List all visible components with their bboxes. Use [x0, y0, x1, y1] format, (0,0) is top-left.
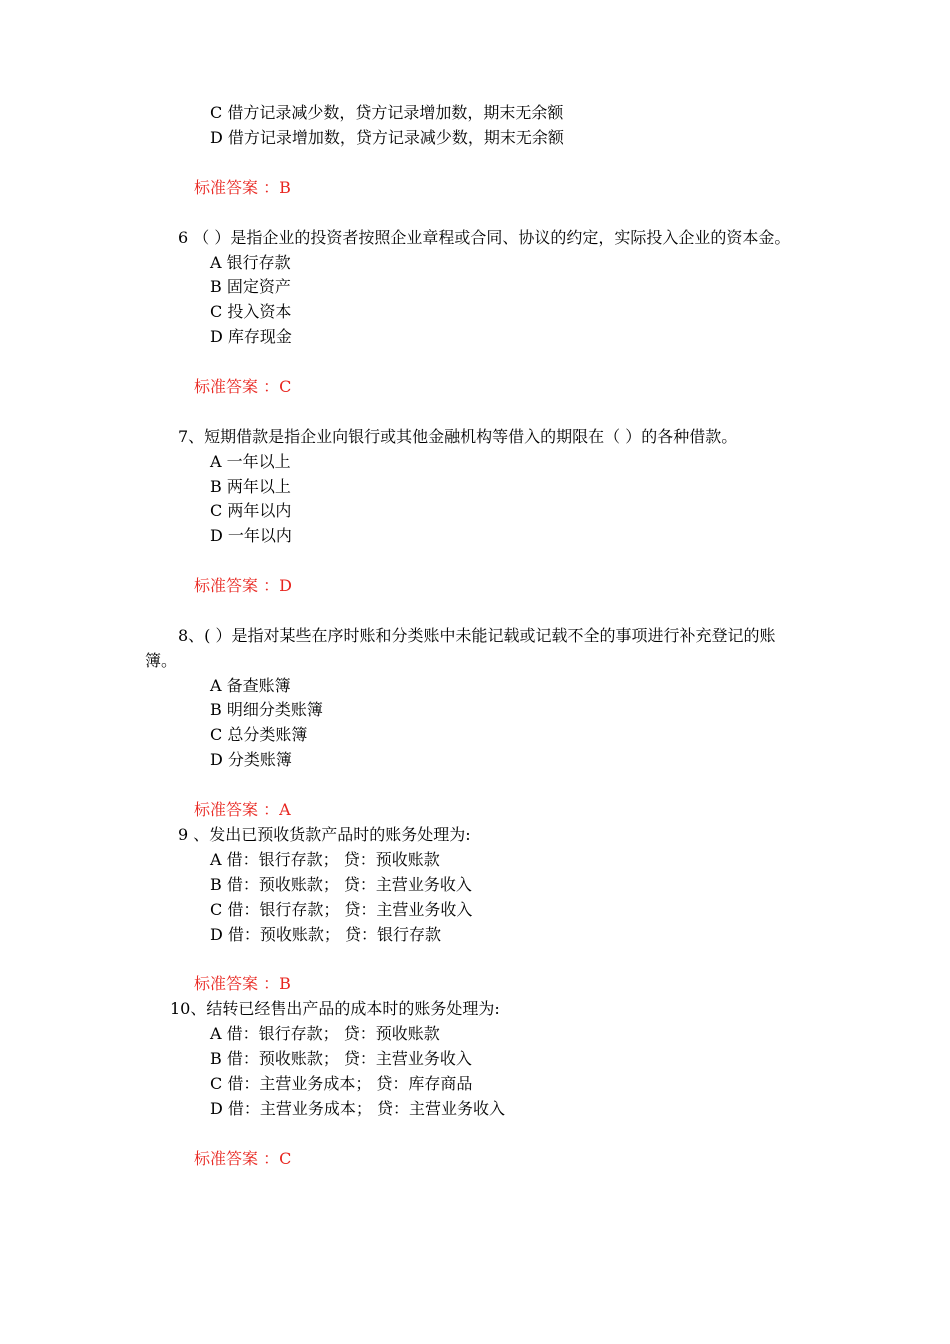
- q10-option-b: B 借：预收账款； 贷：主营业务收入: [210, 1049, 472, 1068]
- q6-option-c: C 投入资本: [210, 302, 292, 321]
- q6-answer: 标准答案 ：C: [194, 377, 292, 396]
- q10-option-c: C 借：主营业务成本； 贷：库存商品: [210, 1074, 473, 1093]
- q9-option-d: D 借：预收账款； 贷：银行存款: [210, 925, 442, 944]
- q8-stem-line1: 8、( ）是指对某些在序时账和分类账中未能记载或记载不全的事项进行补充登记的账: [178, 626, 776, 645]
- q9-stem: 9 、发出已预收货款产品时的账务处理为:: [178, 825, 471, 844]
- q8-option-d: D 分类账簿: [210, 750, 292, 769]
- q7-answer: 标准答案 ：D: [194, 576, 292, 595]
- q9-option-a: A 借：银行存款； 贷：预收账款: [210, 850, 440, 869]
- q10-answer: 标准答案 ：C: [194, 1149, 292, 1168]
- q8-answer: 标准答案 ：A: [194, 800, 291, 819]
- q6-option-a: A 银行存款: [210, 253, 291, 272]
- q8-option-c: C 总分类账簿: [210, 725, 308, 744]
- q7-option-a: A 一年以上: [210, 452, 291, 471]
- q8-stem-line2: 簿。: [145, 651, 178, 670]
- q7-option-c: C 两年以内: [210, 501, 292, 520]
- q7-option-d: D 一年以内: [210, 526, 292, 545]
- q5-option-d: D 借方记录增加数，贷方记录减少数，期末无余额: [210, 128, 564, 147]
- q6-option-b: B 固定资产: [210, 277, 291, 296]
- q10-stem: 10、结转已经售出产品的成本时的账务处理为:: [170, 999, 500, 1018]
- q8-option-a: A 备查账簿: [210, 676, 291, 695]
- q9-option-c: C 借：银行存款； 贷：主营业务收入: [210, 900, 473, 919]
- q5-answer: 标准答案 ：B: [194, 178, 291, 197]
- q8-option-b: B 明细分类账簿: [210, 700, 323, 719]
- q7-stem: 7、短期借款是指企业向银行或其他金融机构等借入的期限在（ ）的各种借款。: [178, 427, 738, 446]
- q6-stem: 6 （ ）是指企业的投资者按照企业章程或合同、协议的约定，实际投入企业的资本金。: [178, 228, 791, 247]
- q5-option-c: C 借方记录减少数，贷方记录增加数，期末无余额: [210, 103, 564, 122]
- q6-option-d: D 库存现金: [210, 327, 292, 346]
- q10-option-d: D 借：主营业务成本； 贷：主营业务收入: [210, 1099, 506, 1118]
- q7-option-b: B 两年以上: [210, 477, 291, 496]
- q10-option-a: A 借：银行存款； 贷：预收账款: [210, 1024, 440, 1043]
- q9-option-b: B 借：预收账款； 贷：主营业务收入: [210, 875, 472, 894]
- q9-answer: 标准答案 ：B: [194, 974, 291, 993]
